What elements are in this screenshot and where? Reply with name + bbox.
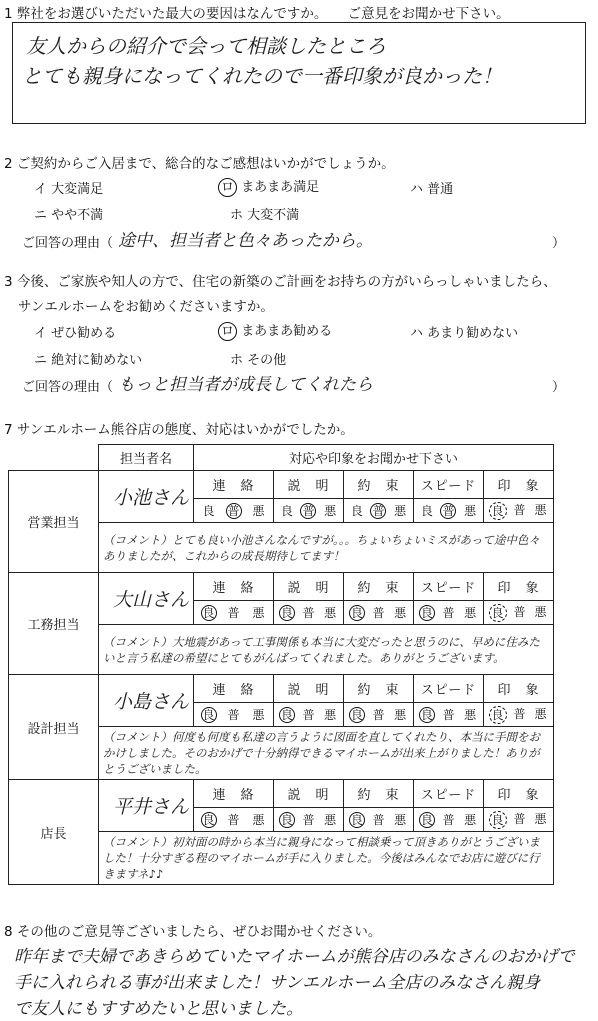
rating-group (194, 605, 273, 621)
criteria-header: スピード (414, 780, 484, 808)
rating-option: 悪 (464, 707, 477, 722)
q8-answer-line3: で友人にもすすめたいと思いました。 (14, 999, 304, 1019)
rating-option: 悪 (534, 502, 547, 517)
criteria-header: スピード (414, 675, 484, 703)
rating-option: 悪 (534, 706, 547, 721)
q3-option-ni: ニ 絶対に勧めない (34, 353, 143, 368)
rating-group (484, 502, 553, 520)
rating-option: 普 (302, 605, 315, 620)
header-staff-name: 担当者名 (99, 445, 194, 471)
q2-selected-circle: ロ (218, 178, 237, 197)
rating-option: 良 (280, 812, 293, 827)
rating-option: 普 (302, 503, 315, 518)
rating-group (344, 503, 413, 519)
q2-option-ni: ニ やや不満 (34, 208, 104, 223)
staff-name-1: 大山さん (99, 573, 194, 625)
criteria-header: 約 束 (344, 675, 414, 703)
role-2: 設計担当 (9, 675, 99, 780)
rating-option: 普 (442, 605, 455, 620)
rating-option: 普 (302, 812, 315, 827)
rating-option: 良 (489, 706, 507, 724)
rating-option: 悪 (324, 812, 337, 827)
rating-option: 良 (350, 503, 363, 518)
criteria-header: 連 絡 (194, 471, 274, 499)
rating-option: 良 (202, 503, 215, 518)
rating-option: 普 (513, 502, 526, 517)
rating-group (274, 605, 343, 621)
q8-question: 8 その他のご意見等ございましたら、ぜひお聞かせください。 (4, 924, 382, 940)
rating-option: 普 (442, 812, 455, 827)
rating-option: 悪 (394, 812, 407, 827)
q8-answer-line1: 昨年まで夫婦であきらめていたマイホームが熊谷店のみなさんのおかげで (14, 947, 575, 967)
criteria-header: 約 束 (344, 573, 414, 601)
rating-group (344, 605, 413, 621)
q2-option-ha: ハ 普通 (410, 182, 454, 197)
rating-option: 良 (350, 812, 363, 827)
q3-selected-circle: ロ (218, 322, 237, 341)
q2-question: 2 ご契約からご入居まで、総合的なご感想はいかがでしょうか。 (4, 156, 395, 172)
rating-option: 良 (489, 502, 507, 520)
criteria-header: 説 明 (274, 573, 344, 601)
rating-group (274, 503, 343, 519)
q2-reason-text: 途中、担当者と色々あったから。 (118, 231, 373, 251)
comment-0: （コメント）とても良い小池さんなんですが。。。ちょいちょいミスがあって途中色々ありましたが、これからの成長期待してます！ (99, 523, 554, 573)
q3-option-i: イ ぜひ勧める (34, 326, 117, 341)
criteria-header: 説 明 (274, 471, 344, 499)
q8-answer-line2: 手に入れられる事が出来ました！サンエルホーム全店のみなさん親身 (14, 973, 541, 993)
rating-option: 悪 (464, 812, 477, 827)
q7-question: 7 サンエルホーム熊谷店の態度、対応はいかがでしたか。 (4, 422, 354, 438)
rating-option: 良 (202, 707, 215, 722)
rating-option: 普 (372, 707, 385, 722)
rating-option: 普 (227, 503, 240, 518)
rating-option: 良 (202, 812, 215, 827)
rating-option: 普 (442, 707, 455, 722)
q1-question: 1 弊社をお選びいただいた最大の要因はなんですか。 ご意見をお聞かせ下さい。 (4, 6, 510, 22)
rating-option: 良 (202, 605, 215, 620)
role-1: 工務担当 (9, 573, 99, 675)
rating-option: 悪 (252, 812, 265, 827)
criteria-header: 印 象 (484, 675, 554, 703)
rating-group (484, 604, 553, 622)
rating-option: 良 (420, 503, 433, 518)
rating-option: 普 (227, 605, 240, 620)
rating-group (414, 812, 483, 828)
criteria-header: 説 明 (274, 780, 344, 808)
q3-reason-text: もっと担当者が成長してくれたら (118, 375, 373, 395)
rating-option: 良 (280, 605, 293, 620)
rating-option: 良 (420, 812, 433, 827)
evaluation-table (8, 444, 554, 885)
criteria-header: 連 絡 (194, 675, 274, 703)
q2-option-ro (218, 176, 319, 197)
rating-option: 悪 (464, 503, 477, 518)
criteria-header: 印 象 (484, 780, 554, 808)
rating-option: 普 (302, 707, 315, 722)
comment-2: （コメント）何度も何度も私達の言うように図面を直してくれたり、本当に手間をおかけしました。そのおかげで十分納得できるマイホームが出来上がりました！ありがとうございました。 (99, 727, 554, 780)
q2-option-i: イ 大変満足 (34, 182, 104, 197)
q3-option-ha: ハ あまり勧めない (410, 326, 519, 341)
rating-group (274, 707, 343, 723)
rating-option: 良 (489, 811, 507, 829)
rating-option: 悪 (252, 605, 265, 620)
q2-reason-close: ） (552, 236, 566, 251)
rating-group (414, 707, 483, 723)
staff-name-2: 小島さん (99, 675, 194, 727)
q1-answer-line1: 友人からの紹介で会って相談したところ (26, 34, 386, 58)
rating-group (194, 503, 273, 519)
criteria-header: 連 絡 (194, 573, 274, 601)
rating-group (414, 605, 483, 621)
rating-option: 良 (489, 604, 507, 622)
rating-option: 良 (350, 707, 363, 722)
rating-option: 良 (420, 605, 433, 620)
rating-option: 悪 (252, 707, 265, 722)
criteria-header: 連 絡 (194, 780, 274, 808)
rating-option: 良 (280, 503, 293, 518)
rating-group (194, 812, 273, 828)
rating-option: 悪 (324, 707, 337, 722)
rating-group (344, 707, 413, 723)
comment-3: （コメント）初対面の時から本当に親身になって相談乗って頂きありがとうございました！十分すぎる程のマイホームが手に入りました。今後はみんなでお店に遊びに行きますネ♪♪ (99, 832, 554, 885)
rating-option: 悪 (534, 811, 547, 826)
rating-option: 悪 (324, 503, 337, 518)
rating-option: 良 (420, 707, 433, 722)
q1-answer-line2: とても親身になってくれたので一番印象が良かった！ (22, 64, 502, 88)
evaluation-table-body (9, 445, 554, 885)
rating-group (414, 503, 483, 519)
rating-group (344, 812, 413, 828)
q2-option-ro-label: まあまあ満足 (241, 180, 320, 195)
rating-option: 悪 (394, 503, 407, 518)
q3-reason-label: ご回答の理由（ (22, 380, 114, 395)
q2-reason-label: ご回答の理由（ (22, 236, 114, 251)
staff-name-0: 小池さん (99, 471, 194, 523)
rating-option: 悪 (394, 605, 407, 620)
header-blank (9, 445, 99, 471)
rating-option: 良 (280, 707, 293, 722)
header-feedback: 対応や印象をお聞かせ下さい (194, 445, 554, 471)
rating-option: 悪 (464, 605, 477, 620)
rating-option: 普 (372, 812, 385, 827)
criteria-header: 印 象 (484, 471, 554, 499)
q3-question-line2: サンエルホームをお勧めくださいますか。 (18, 299, 274, 315)
criteria-header: 約 束 (344, 780, 414, 808)
criteria-header: 説 明 (274, 675, 344, 703)
q3-option-ho: ホ その他 (230, 353, 287, 368)
q3-option-ro-label: まあまあ勧める (241, 324, 333, 339)
criteria-header: 約 束 (344, 471, 414, 499)
q3-question-line1: 3 今後、ご家族や知人の方で、住宅の新築のご計画をお持ちの方がいらっしゃいましたら、 (4, 274, 557, 290)
rating-group (194, 707, 273, 723)
rating-option: 普 (513, 604, 526, 619)
rating-option: 普 (513, 811, 526, 826)
criteria-header: スピード (414, 573, 484, 601)
staff-name-3: 平井さん (99, 780, 194, 832)
rating-option: 普 (372, 605, 385, 620)
rating-option: 悪 (252, 503, 265, 518)
rating-option: 悪 (324, 605, 337, 620)
q2-option-ho: ホ 大変不満 (230, 208, 300, 223)
criteria-header: 印 象 (484, 573, 554, 601)
q3-option-ro (218, 320, 332, 341)
rating-option: 悪 (534, 604, 547, 619)
q3-reason-close: ） (552, 380, 566, 395)
rating-group (274, 812, 343, 828)
rating-group (484, 811, 553, 829)
rating-group (484, 706, 553, 724)
rating-option: 良 (350, 605, 363, 620)
rating-option: 普 (442, 503, 455, 518)
rating-option: 普 (513, 706, 526, 721)
rating-option: 普 (227, 812, 240, 827)
rating-option: 普 (372, 503, 385, 518)
criteria-header: スピード (414, 471, 484, 499)
comment-1: （コメント）大地震があって工事関係も本当に大変だったと思うのに、早めに住みたいと言う私達の希望にとてもがんばってくれました。ありがとうございます。 (99, 625, 554, 675)
rating-option: 普 (227, 707, 240, 722)
rating-option: 悪 (394, 707, 407, 722)
role-3: 店長 (9, 780, 99, 885)
role-0: 営業担当 (9, 471, 99, 573)
